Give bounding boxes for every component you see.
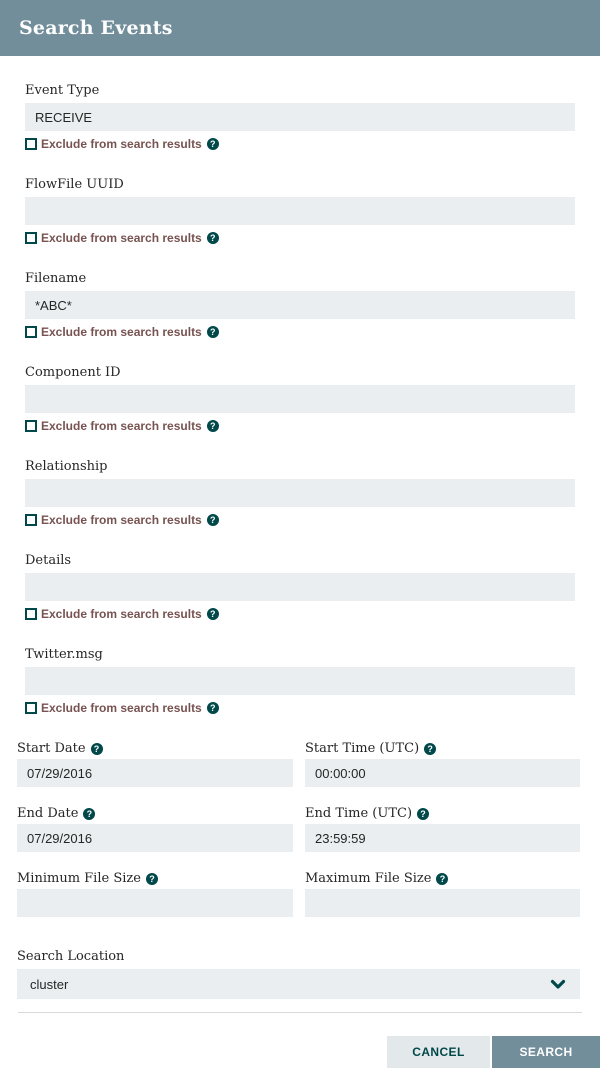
twitter-msg-exclude-checkbox[interactable]	[25, 702, 37, 714]
help-icon[interactable]: ?	[207, 420, 219, 432]
exclude-label: Exclude from search results	[41, 513, 202, 527]
twitter-msg-exclude-row	[25, 701, 575, 715]
twitter-msg-label: Twitter.msg	[25, 647, 103, 662]
search-location-dropdown[interactable]	[17, 969, 580, 999]
relationship-exclude-row	[25, 513, 575, 527]
relationship-group	[25, 459, 575, 527]
event-type-exclude-row	[25, 137, 575, 151]
component-id-input[interactable]	[25, 385, 575, 413]
details-group	[25, 553, 575, 621]
max-file-size-input[interactable]	[305, 889, 580, 917]
help-icon[interactable]: ?	[207, 702, 219, 714]
component-id-label: Component ID	[25, 365, 121, 380]
help-icon[interactable]: ?	[83, 808, 95, 820]
filename-exclude-row	[25, 325, 575, 339]
attribute-fields-section	[0, 83, 600, 715]
filename-input[interactable]	[25, 291, 575, 319]
max-file-size-label: Maximum File Size	[305, 871, 432, 886]
exclude-label: Exclude from search results	[41, 701, 202, 715]
end-date-label: End Date	[17, 806, 79, 821]
end-time-input[interactable]	[305, 824, 580, 852]
details-exclude-checkbox[interactable]	[25, 608, 37, 620]
min-file-size-cell	[17, 871, 293, 917]
component-id-exclude-checkbox[interactable]	[25, 420, 37, 432]
component-id-group	[25, 365, 575, 433]
help-icon[interactable]: ?	[436, 873, 448, 885]
chevron-down-icon	[550, 979, 566, 990]
start-date-label-row	[17, 741, 293, 757]
start-time-label-row	[305, 741, 580, 757]
end-time-label: End Time (UTC)	[305, 806, 413, 821]
flowfile-uuid-exclude-checkbox[interactable]	[25, 232, 37, 244]
event-type-exclude-checkbox[interactable]	[25, 138, 37, 150]
exclude-label: Exclude from search results	[41, 325, 202, 339]
help-icon[interactable]: ?	[207, 232, 219, 244]
exclude-label: Exclude from search results	[41, 607, 202, 621]
help-icon[interactable]: ?	[146, 873, 158, 885]
relationship-input[interactable]	[25, 479, 575, 507]
event-type-input[interactable]	[25, 103, 575, 131]
start-date-cell	[17, 741, 293, 787]
search-location-value: cluster	[30, 976, 69, 992]
exclude-label: Exclude from search results	[41, 231, 202, 245]
footer-button-row	[0, 1036, 600, 1068]
flowfile-uuid-input[interactable]	[25, 197, 575, 225]
start-time-input[interactable]	[305, 759, 580, 787]
min-file-size-input[interactable]	[17, 889, 293, 917]
end-time-label-row	[305, 806, 580, 822]
filename-group	[25, 271, 575, 339]
start-time-label: Start Time (UTC)	[305, 741, 420, 756]
flowfile-uuid-label: FlowFile UUID	[25, 177, 124, 192]
help-icon[interactable]: ?	[91, 743, 103, 755]
end-date-cell	[17, 806, 293, 852]
end-date-input[interactable]	[17, 824, 293, 852]
help-icon[interactable]: ?	[207, 326, 219, 338]
details-exclude-row	[25, 607, 575, 621]
relationship-exclude-checkbox[interactable]	[25, 514, 37, 526]
help-icon[interactable]: ?	[207, 608, 219, 620]
details-label: Details	[25, 553, 72, 568]
date-time-size-section	[0, 741, 600, 936]
min-file-size-label-row	[17, 871, 293, 887]
max-file-size-label-row	[305, 871, 580, 887]
min-file-size-label: Minimum File Size	[17, 871, 141, 886]
twitter-msg-input[interactable]	[25, 667, 575, 695]
end-time-cell	[305, 806, 580, 852]
help-icon[interactable]: ?	[424, 743, 436, 755]
flowfile-uuid-group	[25, 177, 575, 245]
max-file-size-cell	[305, 871, 580, 917]
twitter-msg-group	[25, 647, 575, 715]
start-date-input[interactable]	[17, 759, 293, 787]
filename-exclude-checkbox[interactable]	[25, 326, 37, 338]
event-type-label: Event Type	[25, 83, 100, 98]
relationship-label: Relationship	[25, 459, 108, 474]
filename-label: Filename	[25, 271, 87, 286]
dialog-title: Search Events	[19, 17, 173, 39]
help-icon[interactable]: ?	[207, 138, 219, 150]
search-location-label: Search Location	[17, 949, 125, 964]
start-time-cell	[305, 741, 580, 787]
component-id-exclude-row	[25, 419, 575, 433]
flowfile-uuid-exclude-row	[25, 231, 575, 245]
end-date-label-row	[17, 806, 293, 822]
search-button[interactable]: SEARCH	[492, 1036, 600, 1068]
event-type-group	[25, 83, 575, 151]
start-date-label: Start Date	[17, 741, 86, 756]
details-input[interactable]	[25, 573, 575, 601]
help-icon[interactable]: ?	[207, 514, 219, 526]
dialog-header	[0, 0, 600, 56]
search-location-section	[0, 949, 600, 999]
cancel-button[interactable]: CANCEL	[387, 1036, 490, 1068]
exclude-label: Exclude from search results	[41, 137, 202, 151]
exclude-label: Exclude from search results	[41, 419, 202, 433]
footer-divider	[18, 1012, 582, 1013]
help-icon[interactable]: ?	[417, 808, 429, 820]
